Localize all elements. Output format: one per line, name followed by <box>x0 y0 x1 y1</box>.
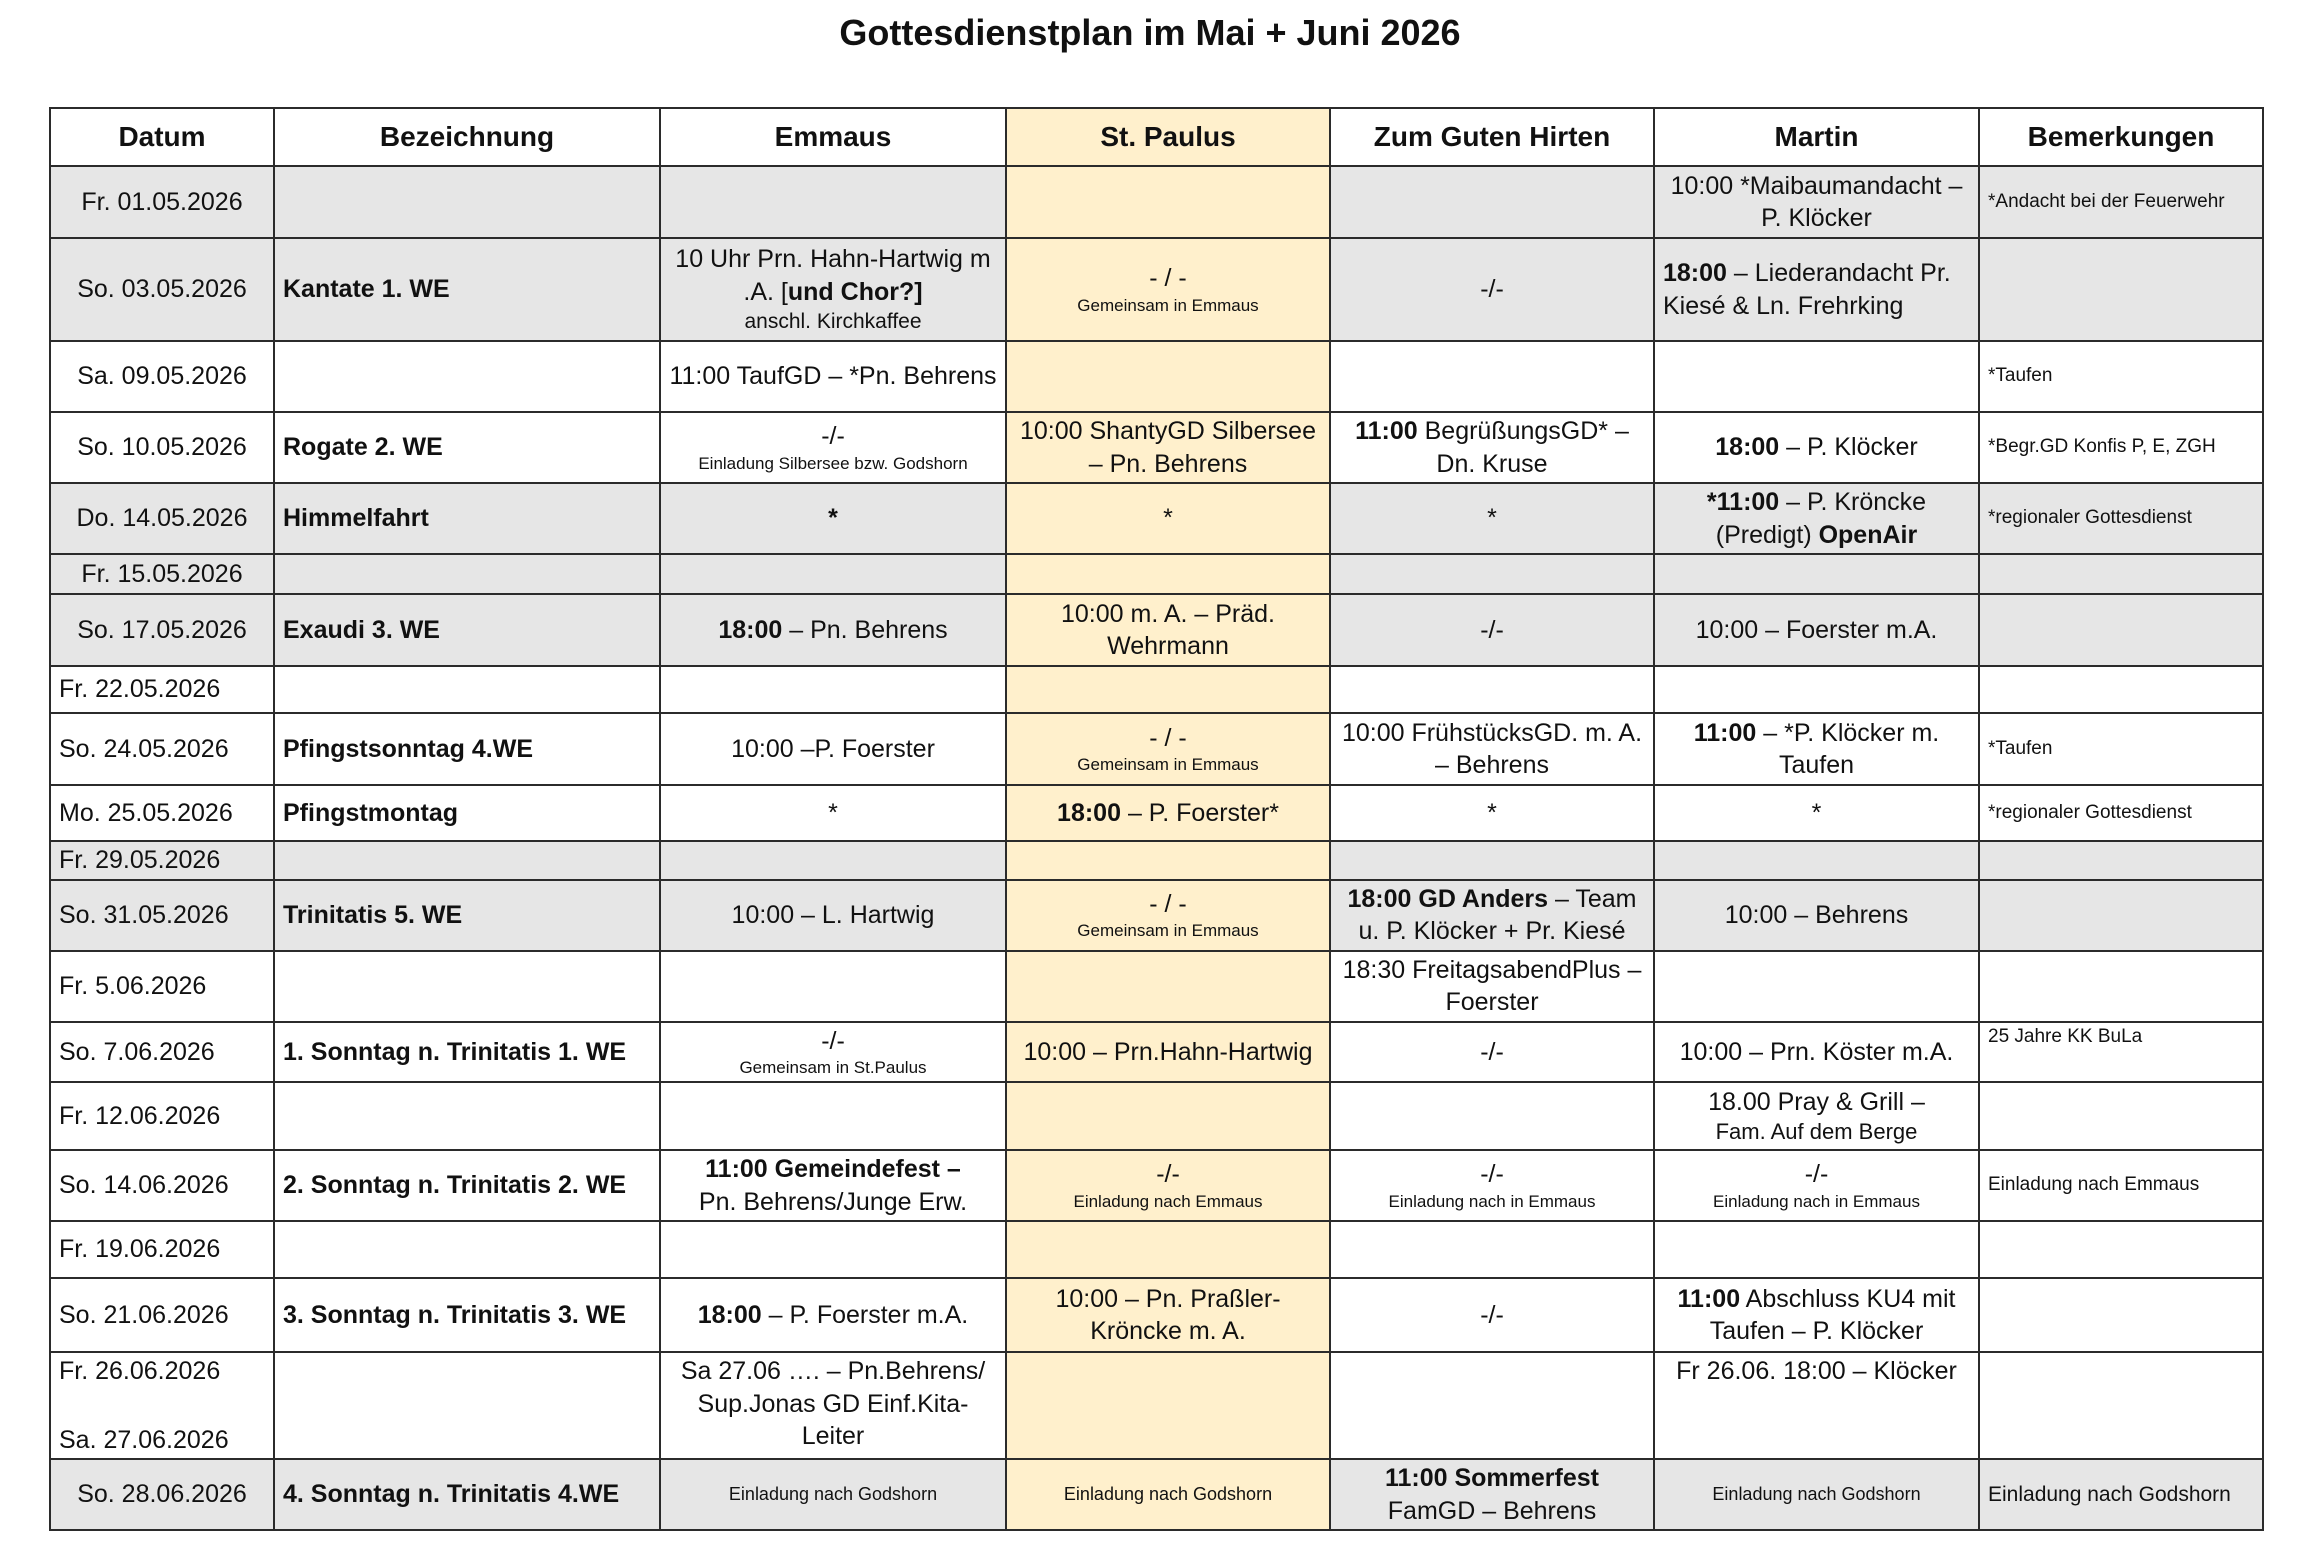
table-row <box>50 951 2263 1022</box>
header-st-paulus: St. Paulus <box>1006 108 1330 166</box>
cell-martin <box>1654 412 1979 483</box>
cell-zum-guten-hirten <box>1330 841 1654 880</box>
hirten-text: -/- <box>1480 1160 1504 1189</box>
cell-datum: Mo. 25.05.2026 <box>50 785 274 841</box>
cell-emmaus <box>660 1150 1006 1221</box>
cell-zum-guten-hirten: -/- <box>1330 1022 1654 1083</box>
cell-martin <box>1654 554 1979 594</box>
cell-emmaus <box>660 238 1006 341</box>
cell-st-paulus <box>1006 166 1330 238</box>
martin-time: *11:00 <box>1706 488 1780 516</box>
table-row <box>50 1221 2263 1278</box>
cell-datum: So. 14.06.2026 <box>50 1150 274 1221</box>
table-row <box>50 1352 2263 1459</box>
cell-bemerkungen <box>1979 841 2263 880</box>
martin-text: Abschluss KU4 mit Taufen – P. Klöcker <box>1709 1284 1956 1346</box>
cell-emmaus <box>660 951 1006 1022</box>
emmaus-text: Pn. Behrens/Junge Erw. <box>698 1187 968 1216</box>
martin-text: -/- <box>1804 1160 1829 1189</box>
cell-martin <box>1654 666 1979 713</box>
cell-datum: So. 24.05.2026 <box>50 713 274 785</box>
paulus-time: 18:00 <box>1057 798 1121 827</box>
cell-emmaus <box>660 1022 1006 1083</box>
cell-bemerkungen <box>1979 1221 2263 1278</box>
cell-st-paulus: 10:00 – Pn. Praßler-Kröncke m. A. <box>1006 1278 1330 1352</box>
emmaus-time: 18:00 <box>697 1300 762 1329</box>
paulus-text: -/- <box>1156 1160 1180 1189</box>
cell-bezeichnung <box>274 341 660 412</box>
cell-zum-guten-hirten <box>1330 1459 1654 1530</box>
table-row <box>50 1278 2263 1352</box>
table-row <box>50 166 2263 238</box>
cell-st-paulus <box>1006 713 1330 785</box>
emmaus-bold-text: und Chor?] <box>787 277 923 306</box>
martin-time: 18:00 <box>1663 259 1727 287</box>
martin-time: 11:00 <box>1693 718 1757 747</box>
cell-martin: * <box>1654 785 1979 841</box>
martin-text: 18.00 Pray & Grill – <box>1708 1087 1925 1116</box>
cell-emmaus <box>660 1082 1006 1150</box>
cell-zum-guten-hirten <box>1330 880 1654 951</box>
cell-bemerkungen <box>1979 594 2263 666</box>
cell-bemerkungen <box>1979 951 2263 1022</box>
cell-st-paulus: 10:00 ShantyGD Silbersee – Pn. Behrens <box>1006 412 1330 483</box>
paulus-note: Gemeinsam in Emmaus <box>1077 295 1259 315</box>
martin-text: – P. Kröncke (Predigt) <box>1715 488 1927 549</box>
cell-datum: So. 31.05.2026 <box>50 880 274 951</box>
cell-bezeichnung <box>274 951 660 1022</box>
paulus-note: Einladung nach Emmaus <box>1073 1191 1263 1211</box>
hirten-text: BegrüßungsGD* – Dn. Kruse <box>1417 417 1629 478</box>
martin-time: 18:00 <box>1715 433 1780 462</box>
cell-bezeichnung <box>274 1082 660 1150</box>
cell-datum: Do. 14.05.2026 <box>50 483 274 554</box>
cell-emmaus: * <box>660 483 1006 554</box>
cell-bemerkungen: *Taufen <box>1979 713 2263 785</box>
table-row <box>50 483 2263 554</box>
page-title: Gottesdienstplan im Mai + Juni 2026 <box>839 12 1461 53</box>
paulus-note: Gemeinsam in Emmaus <box>1077 755 1259 775</box>
cell-martin: 10:00 – Behrens <box>1654 880 1979 951</box>
hirten-time: 11:00 <box>1355 417 1418 445</box>
martin-text: – Liederandacht Pr. Kiesé & Ln. Frehrking <box>1663 259 1951 320</box>
cell-martin <box>1654 1278 1979 1352</box>
emmaus-text: 10 Uhr Prn. Hahn-Hartwig m .A. [ <box>675 245 991 306</box>
cell-datum: So. 28.06.2026 <box>50 1459 274 1530</box>
cell-bemerkungen: Einladung nach Emmaus <box>1979 1150 2263 1221</box>
cell-bemerkungen <box>1979 238 2263 341</box>
cell-st-paulus: * <box>1006 483 1330 554</box>
table-row <box>50 1459 2263 1530</box>
cell-bezeichnung: 3. Sonntag n. Trinitatis 3. WE <box>274 1278 660 1352</box>
cell-st-paulus <box>1006 341 1330 412</box>
cell-datum <box>50 1352 274 1459</box>
table-row <box>50 713 2263 785</box>
cell-emmaus <box>660 841 1006 880</box>
cell-emmaus <box>660 594 1006 666</box>
cell-bemerkungen <box>1979 880 2263 951</box>
cell-bezeichnung <box>274 666 660 713</box>
cell-datum: So. 17.05.2026 <box>50 594 274 666</box>
cell-zum-guten-hirten: -/- <box>1330 238 1654 341</box>
hirten-text: – Team u. P. Klöcker + Pr. Kiesé <box>1358 884 1637 945</box>
emmaus-text: – P. Foerster m.A. <box>761 1300 969 1329</box>
cell-st-paulus <box>1006 951 1330 1022</box>
martin-openair: OpenAir <box>1818 520 1918 549</box>
table-row <box>50 880 2263 951</box>
paulus-text: – P. Foerster* <box>1121 798 1279 827</box>
cell-emmaus <box>660 666 1006 713</box>
cell-bemerkungen: *regionaler Gottesdienst <box>1979 785 2263 841</box>
cell-datum: Fr. 29.05.2026 <box>50 841 274 880</box>
cell-datum: Fr. 5.06.2026 <box>50 951 274 1022</box>
cell-martin: Einladung nach Godshorn <box>1654 1459 1979 1530</box>
cell-bezeichnung: Trinitatis 5. WE <box>274 880 660 951</box>
cell-martin: 10:00 – Prn. Köster m.A. <box>1654 1022 1979 1083</box>
hirten-title: 11:00 Sommerfest <box>1384 1464 1599 1493</box>
cell-zum-guten-hirten <box>1330 1082 1654 1150</box>
cell-bezeichnung: Rogate 2. WE <box>274 412 660 483</box>
cell-martin <box>1654 841 1979 880</box>
cell-zum-guten-hirten: * <box>1330 483 1654 554</box>
cell-martin <box>1654 951 1979 1022</box>
table-row <box>50 785 2263 841</box>
cell-bezeichnung: Kantate 1. WE <box>274 238 660 341</box>
cell-bezeichnung <box>274 841 660 880</box>
cell-bezeichnung: Himmelfahrt <box>274 483 660 554</box>
cell-emmaus <box>660 1278 1006 1352</box>
table-row <box>50 841 2263 880</box>
cell-bemerkungen: Einladung nach Godshorn <box>1979 1459 2263 1530</box>
cell-bezeichnung: Pfingstsonntag 4.WE <box>274 713 660 785</box>
datum-fr: Fr. 26.06.2026 <box>59 1357 221 1386</box>
cell-zum-guten-hirten <box>1330 1221 1654 1278</box>
cell-datum: Sa. 09.05.2026 <box>50 341 274 412</box>
cell-bezeichnung: 4. Sonntag n. Trinitatis 4.WE <box>274 1459 660 1530</box>
hirten-note: Einladung nach in Emmaus <box>1388 1191 1596 1211</box>
cell-bezeichnung: 2. Sonntag n. Trinitatis 2. WE <box>274 1150 660 1221</box>
cell-emmaus: * <box>660 785 1006 841</box>
emmaus-text: -/- <box>821 1026 845 1055</box>
cell-st-paulus: 10:00 m. A. – Präd. Wehrmann <box>1006 594 1330 666</box>
emmaus-note: Gemeinsam in St.Paulus <box>739 1058 927 1077</box>
cell-martin: 10:00 *Maibaumandacht – P. Klöcker <box>1654 166 1979 238</box>
table-row <box>50 1150 2263 1221</box>
cell-martin <box>1654 1150 1979 1221</box>
cell-martin: Fr 26.06. 18:00 – Klöcker <box>1654 1352 1979 1459</box>
martin-note: Einladung nach in Emmaus <box>1713 1191 1920 1211</box>
emmaus-note: anschl. Kirchkaffee <box>744 310 922 334</box>
cell-emmaus: 11:00 TaufGD – *Pn. Behrens <box>660 341 1006 412</box>
service-schedule-table <box>49 107 2264 1531</box>
header-zum-guten-hirten: Zum Guten Hirten <box>1330 108 1654 166</box>
cell-emmaus <box>660 412 1006 483</box>
cell-emmaus <box>660 166 1006 238</box>
header-martin: Martin <box>1654 108 1979 166</box>
cell-zum-guten-hirten <box>1330 166 1654 238</box>
table-row <box>50 238 2263 341</box>
cell-datum: So. 03.05.2026 <box>50 238 274 341</box>
emmaus-title: 11:00 Gemeindefest – <box>705 1155 961 1184</box>
table-row <box>50 1082 2263 1150</box>
cell-martin <box>1654 713 1979 785</box>
header-bemerkungen: Bemerkungen <box>1979 108 2263 166</box>
cell-bemerkungen: *Begr.GD Konfis P, E, ZGH <box>1979 412 2263 483</box>
cell-bemerkungen: *Taufen <box>1979 341 2263 412</box>
cell-st-paulus: Einladung nach Godshorn <box>1006 1459 1330 1530</box>
cell-zum-guten-hirten: -/- <box>1330 594 1654 666</box>
cell-emmaus: 10:00 – L. Hartwig <box>660 880 1006 951</box>
martin-note: Fam. Auf dem Berge <box>1715 1119 1918 1145</box>
table-row <box>50 412 2263 483</box>
hirten-title: 18:00 GD Anders <box>1347 884 1549 913</box>
cell-datum: Fr. 15.05.2026 <box>50 554 274 594</box>
cell-bemerkungen <box>1979 1278 2263 1352</box>
cell-zum-guten-hirten <box>1330 1150 1654 1221</box>
cell-zum-guten-hirten <box>1330 1352 1654 1459</box>
header-bezeichnung: Bezeichnung <box>274 108 660 166</box>
cell-emmaus <box>660 554 1006 594</box>
cell-st-paulus <box>1006 1352 1330 1459</box>
cell-datum: Fr. 01.05.2026 <box>50 166 274 238</box>
cell-bezeichnung <box>274 166 660 238</box>
cell-bezeichnung: Pfingstmontag <box>274 785 660 841</box>
cell-st-paulus: 10:00 – Prn.Hahn-Hartwig <box>1006 1022 1330 1083</box>
cell-bemerkungen <box>1979 554 2263 594</box>
cell-zum-guten-hirten <box>1330 666 1654 713</box>
paulus-text: - / - <box>1149 889 1187 918</box>
cell-bemerkungen: *regionaler Gottesdienst <box>1979 483 2263 554</box>
cell-martin <box>1654 483 1979 554</box>
header-emmaus: Emmaus <box>660 108 1006 166</box>
cell-emmaus: 10:00 –P. Foerster <box>660 713 1006 785</box>
martin-time: 11:00 <box>1677 1284 1741 1313</box>
cell-zum-guten-hirten <box>1330 341 1654 412</box>
table-row <box>50 341 2263 412</box>
paulus-text: - / - <box>1149 723 1187 752</box>
cell-bezeichnung <box>274 1352 660 1459</box>
cell-emmaus <box>660 1221 1006 1278</box>
emmaus-text: – Pn. Behrens <box>782 615 948 644</box>
datum-sa: Sa. 27.06.2026 <box>59 1425 229 1454</box>
table-row <box>50 554 2263 594</box>
cell-datum: So. 21.06.2026 <box>50 1278 274 1352</box>
cell-datum: So. 7.06.2026 <box>50 1022 274 1083</box>
table-row <box>50 666 2263 713</box>
hirten-text: FamGD – Behrens <box>1387 1496 1597 1525</box>
cell-st-paulus <box>1006 1150 1330 1221</box>
cell-bemerkungen <box>1979 1082 2263 1150</box>
cell-bemerkungen <box>1979 666 2263 713</box>
cell-datum: Fr. 19.06.2026 <box>50 1221 274 1278</box>
table-row <box>50 1022 2263 1083</box>
header-row <box>50 108 2263 166</box>
paulus-note: Gemeinsam in Emmaus <box>1077 921 1259 941</box>
cell-bemerkungen: 25 Jahre KK BuLa <box>1979 1022 2263 1083</box>
cell-st-paulus <box>1006 785 1330 841</box>
header-datum: Datum <box>50 108 274 166</box>
cell-emmaus: Einladung nach Godshorn <box>660 1459 1006 1530</box>
paulus-text: - / - <box>1149 264 1187 293</box>
cell-st-paulus <box>1006 1221 1330 1278</box>
cell-st-paulus <box>1006 1082 1330 1150</box>
cell-datum: Fr. 12.06.2026 <box>50 1082 274 1150</box>
cell-zum-guten-hirten <box>1330 412 1654 483</box>
cell-bemerkungen <box>1979 1352 2263 1459</box>
cell-martin <box>1654 341 1979 412</box>
cell-bemerkungen: *Andacht bei der Feuerwehr <box>1979 166 2263 238</box>
cell-st-paulus <box>1006 238 1330 341</box>
cell-martin: 10:00 – Foerster m.A. <box>1654 594 1979 666</box>
table-row <box>50 594 2263 666</box>
cell-zum-guten-hirten: * <box>1330 785 1654 841</box>
emmaus-time: 18:00 <box>718 615 783 644</box>
emmaus-text: -/- <box>821 422 845 451</box>
cell-zum-guten-hirten <box>1330 554 1654 594</box>
emmaus-note: Einladung Silbersee bzw. Godshorn <box>698 453 968 473</box>
cell-st-paulus <box>1006 841 1330 880</box>
cell-datum: So. 10.05.2026 <box>50 412 274 483</box>
cell-st-paulus <box>1006 554 1330 594</box>
cell-martin <box>1654 1082 1979 1150</box>
cell-zum-guten-hirten: -/- <box>1330 1278 1654 1352</box>
cell-st-paulus <box>1006 666 1330 713</box>
cell-bezeichnung <box>274 1221 660 1278</box>
cell-bezeichnung: Exaudi 3. WE <box>274 594 660 666</box>
cell-martin <box>1654 1221 1979 1278</box>
cell-st-paulus <box>1006 880 1330 951</box>
cell-bezeichnung <box>274 554 660 594</box>
cell-emmaus: Sa 27.06 …. – Pn.Behrens/ Sup.Jonas GD Einf.Kita-Leiter <box>660 1352 1006 1459</box>
martin-text: – *P. Klöcker m. Taufen <box>1756 718 1940 779</box>
martin-text: – P. Klöcker <box>1779 433 1918 462</box>
cell-martin <box>1654 238 1979 341</box>
cell-bezeichnung: 1. Sonntag n. Trinitatis 1. WE <box>274 1022 660 1083</box>
cell-zum-guten-hirten: 18:30 FreitagsabendPlus – Foerster <box>1330 951 1654 1022</box>
cell-datum: Fr. 22.05.2026 <box>50 666 274 713</box>
cell-zum-guten-hirten: 10:00 FrühstücksGD. m. A. – Behrens <box>1330 713 1654 785</box>
